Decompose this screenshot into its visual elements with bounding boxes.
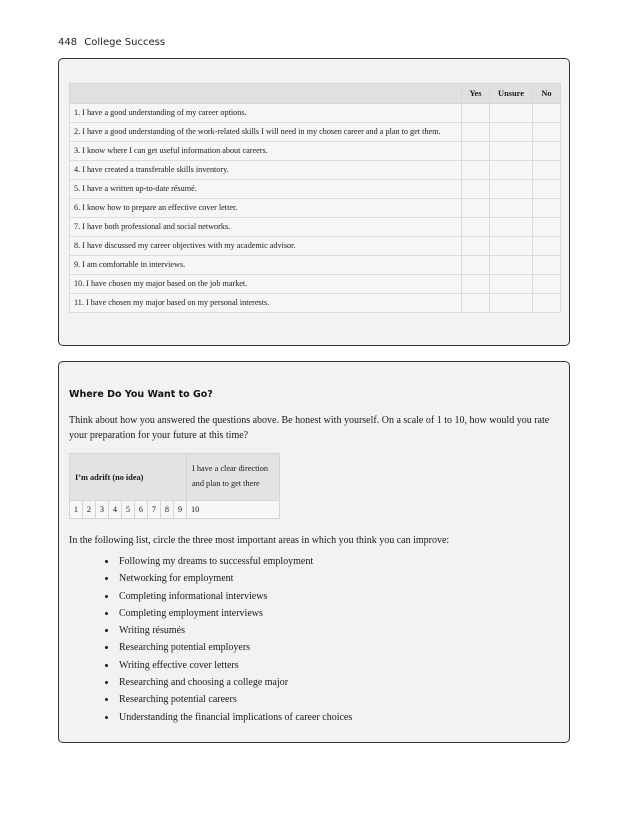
page-header — [58, 37, 165, 48]
where-do-you-want-to-go-box — [58, 361, 570, 743]
list-intro: In the following list, circle the three most important areas in which you think you can improve: — [69, 535, 450, 546]
answer-cell-yes[interactable] — [462, 142, 490, 161]
table-row — [70, 161, 561, 180]
statement-cell: 4. I have created a transferable skills inventory. — [70, 161, 462, 180]
list-item[interactable]: • Following my dreams to successful employment — [117, 553, 352, 570]
answer-cell-unsure[interactable] — [490, 256, 533, 275]
statement-cell: 2. I have a good understanding of the work-related skills I will need in my chosen career and a plan to get them. — [70, 123, 462, 142]
answer-cell-yes[interactable] — [462, 256, 490, 275]
answer-cell-unsure[interactable] — [490, 237, 533, 256]
answer-cell-unsure[interactable] — [490, 275, 533, 294]
answer-cell-unsure[interactable] — [490, 294, 533, 313]
answer-cell-yes[interactable] — [462, 275, 490, 294]
scale-number[interactable]: 4 — [109, 501, 122, 519]
statement-cell: 8. I have discussed my career objectives with my academic advisor. — [70, 237, 462, 256]
table-header-row — [70, 84, 561, 104]
book-title: College Success — [84, 37, 166, 48]
self-assessment-table — [69, 83, 561, 313]
table-row — [70, 123, 561, 142]
answer-cell-yes[interactable] — [462, 180, 490, 199]
list-item[interactable]: • Networking for employment — [117, 570, 352, 587]
answer-cell-no[interactable] — [533, 104, 561, 123]
table-row — [70, 294, 561, 313]
self-assessment-box — [58, 58, 570, 346]
table-row — [70, 256, 561, 275]
statement-cell: 6. I know how to prepare an effective cover letter. — [70, 199, 462, 218]
answer-cell-yes[interactable] — [462, 104, 490, 123]
statement-cell: 10. I have chosen my major based on the job market. — [70, 275, 462, 294]
table-row — [70, 142, 561, 161]
list-item[interactable]: • Researching potential employers — [117, 639, 352, 656]
list-item[interactable]: • Completing informational interviews — [117, 588, 352, 605]
scale-right-label: I have a clear direction and plan to get there — [187, 454, 280, 501]
statement-cell: 1. I have a good understanding of my career options. — [70, 104, 462, 123]
list-item[interactable]: • Researching potential careers — [117, 691, 352, 708]
column-header-no: No — [533, 84, 561, 104]
answer-cell-no[interactable] — [533, 256, 561, 275]
table-row — [70, 237, 561, 256]
answer-cell-yes[interactable] — [462, 294, 490, 313]
answer-cell-yes[interactable] — [462, 237, 490, 256]
scale-number[interactable]: 3 — [96, 501, 109, 519]
scale-label-row — [70, 454, 280, 501]
section-title: Where Do You Want to Go? — [69, 389, 213, 400]
answer-cell-unsure[interactable] — [490, 142, 533, 161]
answer-cell-unsure[interactable] — [490, 161, 533, 180]
answer-cell-no[interactable] — [533, 142, 561, 161]
scale-number[interactable]: 2 — [83, 501, 96, 519]
list-item[interactable]: • Understanding the financial implications of career choices — [117, 709, 352, 726]
list-item[interactable]: • Researching and choosing a college major — [117, 674, 352, 691]
statement-cell: 11. I have chosen my major based on my personal interests. — [70, 294, 462, 313]
statement-cell: 7. I have both professional and social networks. — [70, 218, 462, 237]
scale-left-label: I’m adrift (no idea) — [70, 454, 187, 501]
answer-cell-unsure[interactable] — [490, 123, 533, 142]
table-row — [70, 180, 561, 199]
table-row — [70, 218, 561, 237]
scale-number[interactable]: 1 — [70, 501, 83, 519]
improvement-areas-list — [105, 553, 352, 726]
answer-cell-no[interactable] — [533, 237, 561, 256]
scale-number[interactable]: 6 — [135, 501, 148, 519]
column-header-statement — [70, 84, 462, 104]
page-number: 448 — [58, 37, 78, 48]
column-header-yes: Yes — [462, 84, 490, 104]
answer-cell-yes[interactable] — [462, 199, 490, 218]
answer-cell-unsure[interactable] — [490, 180, 533, 199]
answer-cell-no[interactable] — [533, 275, 561, 294]
answer-cell-unsure[interactable] — [490, 104, 533, 123]
scale-number[interactable]: 9 — [174, 501, 187, 519]
list-item[interactable]: • Completing employment interviews — [117, 605, 352, 622]
answer-cell-yes[interactable] — [462, 218, 490, 237]
statement-cell: 9. I am comfortable in interviews. — [70, 256, 462, 275]
column-header-unsure: Unsure — [490, 84, 533, 104]
answer-cell-yes[interactable] — [462, 123, 490, 142]
scale-number[interactable]: 7 — [148, 501, 161, 519]
list-item[interactable]: • Writing résumés — [117, 622, 352, 639]
scale-number[interactable]: 8 — [161, 501, 174, 519]
scale-number[interactable]: 10 — [187, 501, 280, 519]
scale-number[interactable]: 5 — [122, 501, 135, 519]
answer-cell-unsure[interactable] — [490, 218, 533, 237]
statement-cell: 5. I have a written up-to-date résumé. — [70, 180, 462, 199]
table-row — [70, 199, 561, 218]
section-intro: Think about how you answered the questions above. Be honest with yourself. On a scale of 1 to 10, how would you rate your preparation for your future at this time? — [69, 415, 550, 441]
answer-cell-no[interactable] — [533, 123, 561, 142]
answer-cell-no[interactable] — [533, 199, 561, 218]
table-row — [70, 104, 561, 123]
rating-scale-table — [69, 453, 280, 519]
scale-number-row — [70, 501, 280, 519]
answer-cell-no[interactable] — [533, 218, 561, 237]
answer-cell-yes[interactable] — [462, 161, 490, 180]
table-row — [70, 275, 561, 294]
answer-cell-no[interactable] — [533, 294, 561, 313]
list-item[interactable]: • Writing effective cover letters — [117, 657, 352, 674]
answer-cell-unsure[interactable] — [490, 199, 533, 218]
statement-cell: 3. I know where I can get useful information about careers. — [70, 142, 462, 161]
answer-cell-no[interactable] — [533, 180, 561, 199]
answer-cell-no[interactable] — [533, 161, 561, 180]
